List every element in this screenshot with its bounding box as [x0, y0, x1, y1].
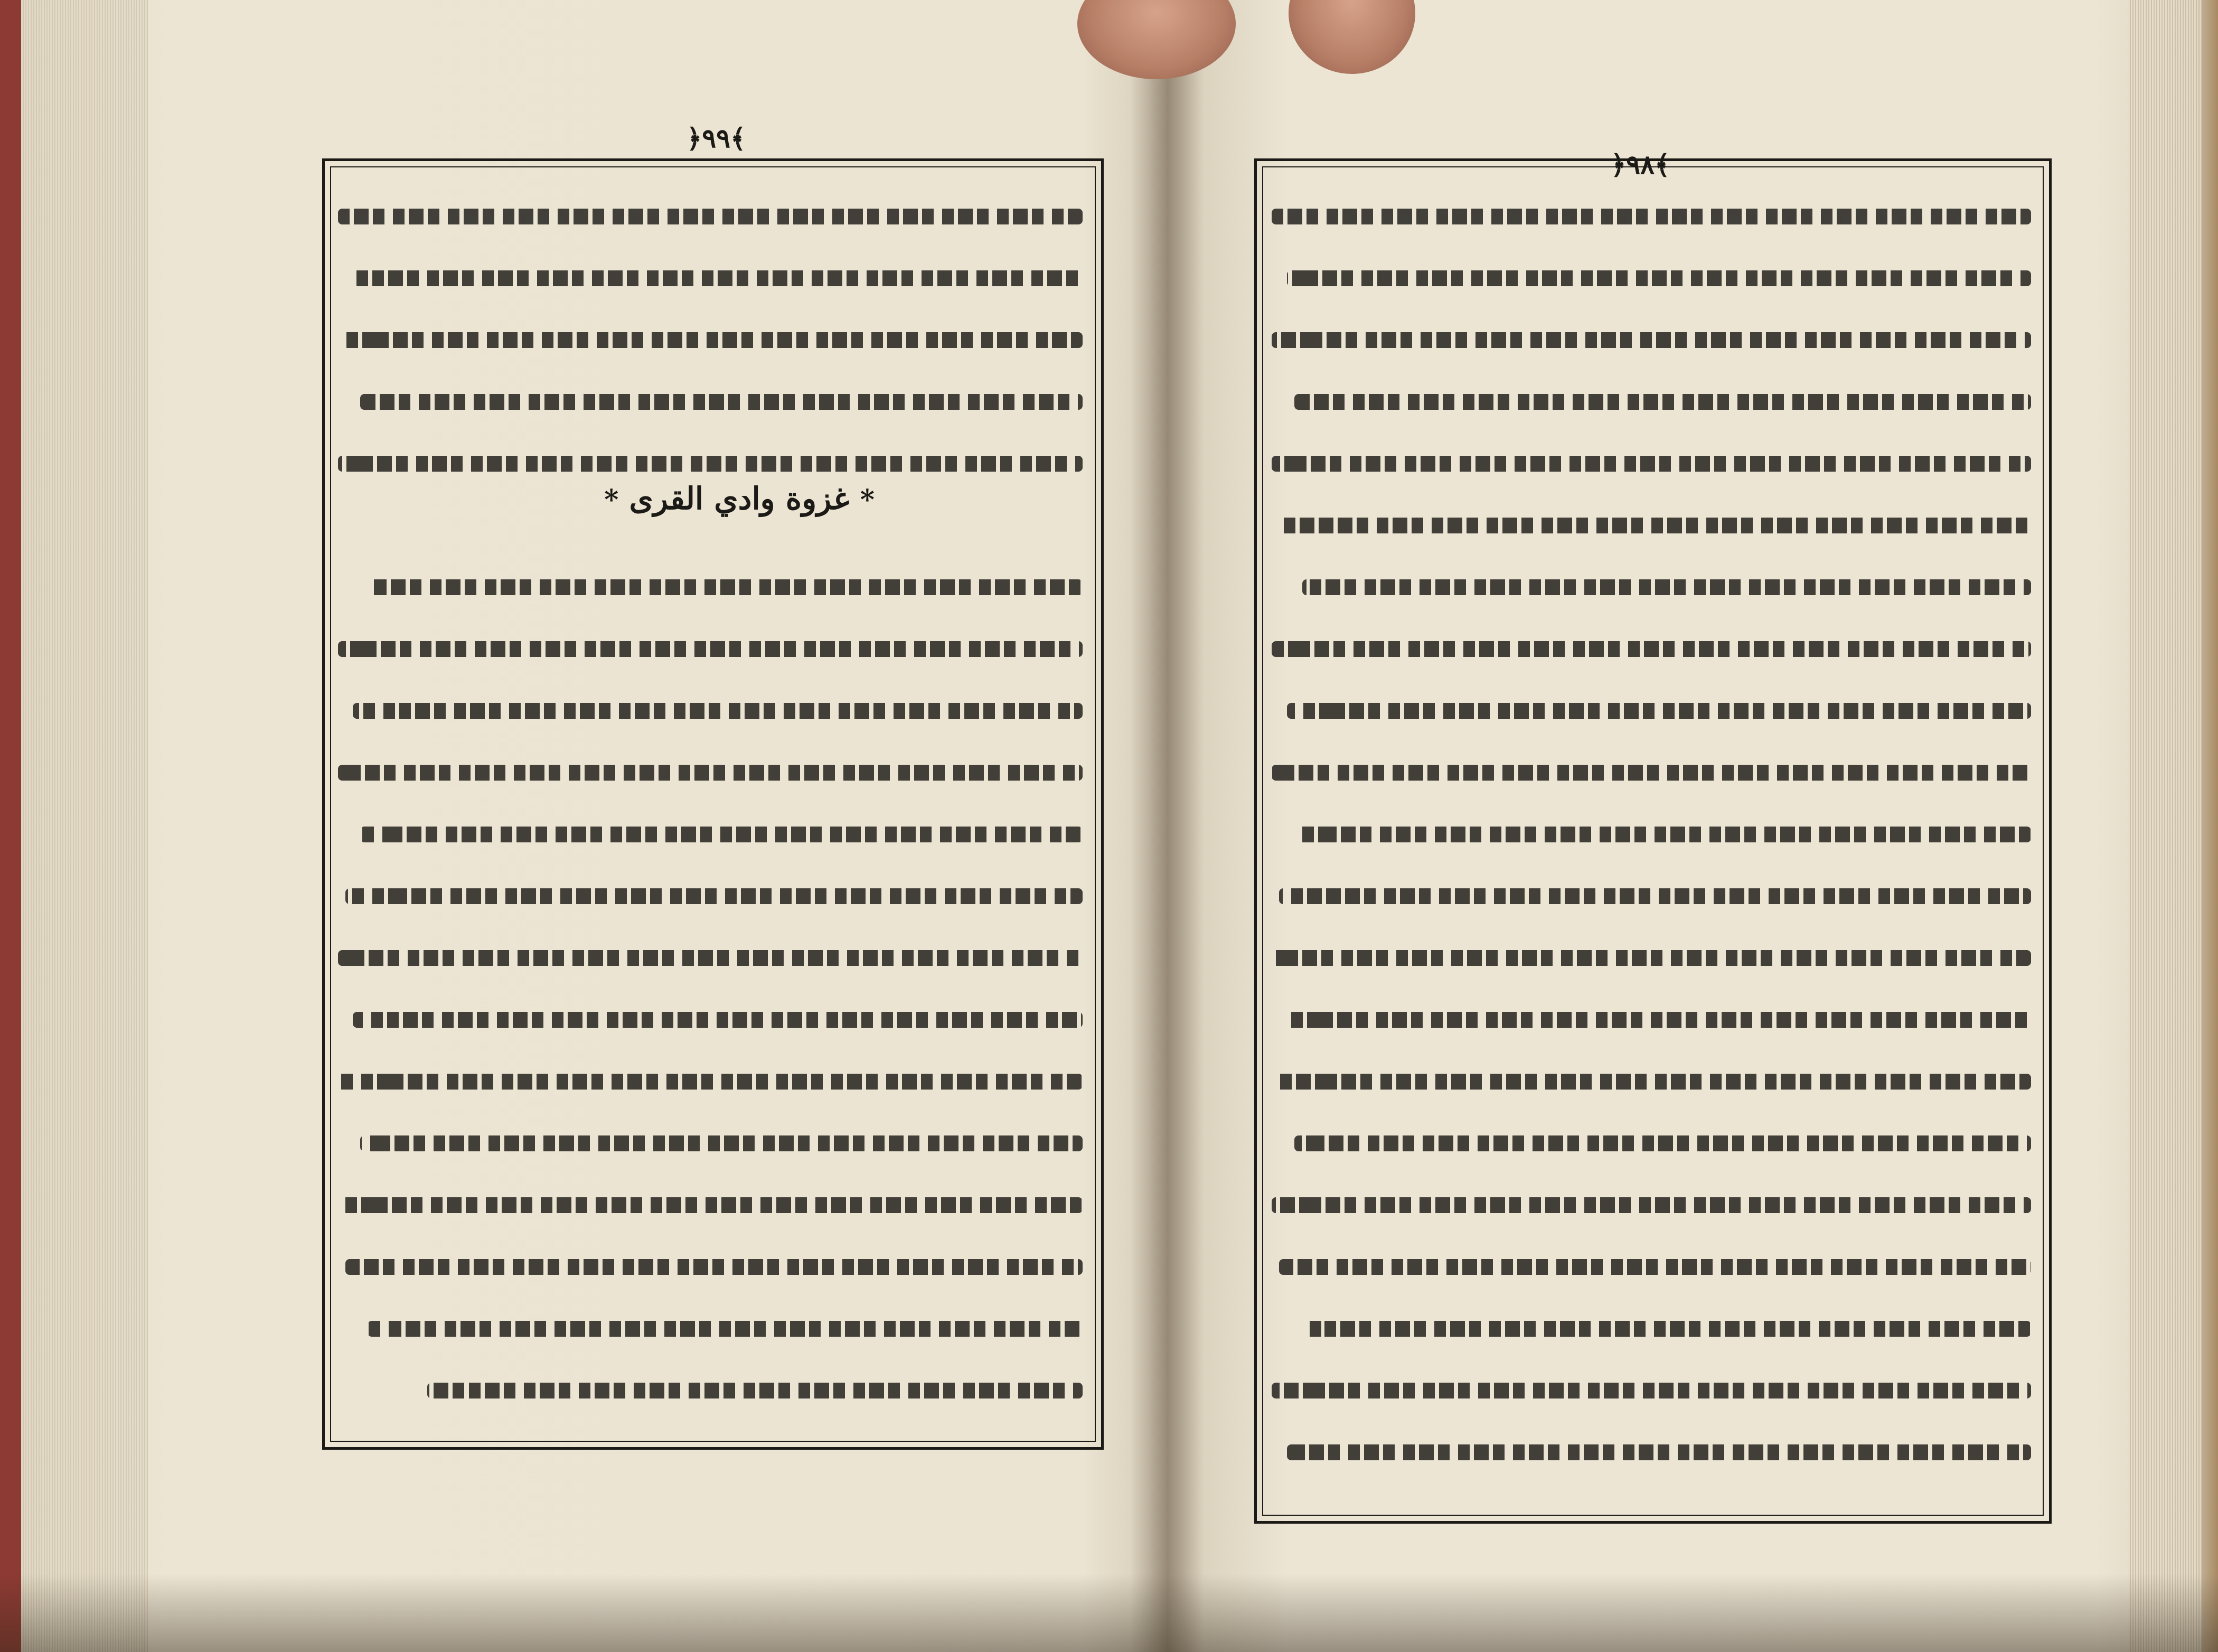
left-text-line [338, 209, 1083, 224]
right-text-line [1279, 518, 2031, 533]
book-gutter [1130, 0, 1204, 1652]
right-text-line [1294, 394, 2031, 410]
left-page-text-block [338, 209, 1083, 1434]
section-heading-text: غزوة وادي القرى [629, 481, 850, 517]
right-text-line [1287, 703, 2031, 719]
right-page-number: ﴿٩٨﴾ [1611, 149, 1670, 180]
right-page-block-edges [2128, 0, 2202, 1652]
left-text-line [345, 1259, 1083, 1275]
right-text-line [1272, 641, 2031, 657]
right-text-line [1294, 827, 2031, 842]
left-text-line [353, 1012, 1083, 1028]
right-text-line [1287, 1444, 2031, 1460]
left-text-line [360, 394, 1083, 410]
right-text-line [1279, 888, 2031, 904]
left-text-line [338, 1074, 1083, 1090]
left-page-block-edges [21, 0, 148, 1652]
right-text-line [1302, 1321, 2031, 1337]
right-text-line [1272, 1074, 2031, 1090]
right-text-line [1302, 579, 2031, 595]
left-text-line [338, 641, 1083, 657]
left-page-number: ﴿٩٩﴾ [687, 123, 746, 154]
left-text-line [338, 332, 1083, 348]
left-text-line [338, 456, 1083, 472]
left-text-line [338, 765, 1083, 781]
right-text-line [1272, 950, 2031, 966]
section-heading [554, 481, 924, 517]
left-text-line [353, 270, 1083, 286]
left-text-line [368, 1321, 1083, 1337]
right-text-line [1279, 1259, 2031, 1275]
left-text-line [353, 703, 1083, 719]
right-page-text-block [1272, 209, 2031, 1508]
left-text-line [368, 579, 1083, 595]
left-text-line [427, 1383, 1083, 1398]
right-text-line [1287, 1012, 2031, 1028]
left-text-line [338, 1197, 1083, 1213]
right-text-line [1272, 209, 2031, 224]
right-text-line [1272, 332, 2031, 348]
right-text-line [1272, 1383, 2031, 1398]
heading-ornament-left: * [604, 484, 619, 516]
left-text-line [338, 950, 1083, 966]
bottom-shadow [0, 1574, 2218, 1652]
right-text-line [1287, 270, 2031, 286]
left-text-line [360, 1135, 1083, 1151]
right-text-line [1272, 456, 2031, 472]
left-text-line [345, 888, 1083, 904]
right-text-line [1294, 1135, 2031, 1151]
right-text-line [1272, 765, 2031, 781]
right-text-line [1272, 1197, 2031, 1213]
heading-ornament-right: * [860, 484, 875, 516]
left-text-line [360, 827, 1083, 842]
